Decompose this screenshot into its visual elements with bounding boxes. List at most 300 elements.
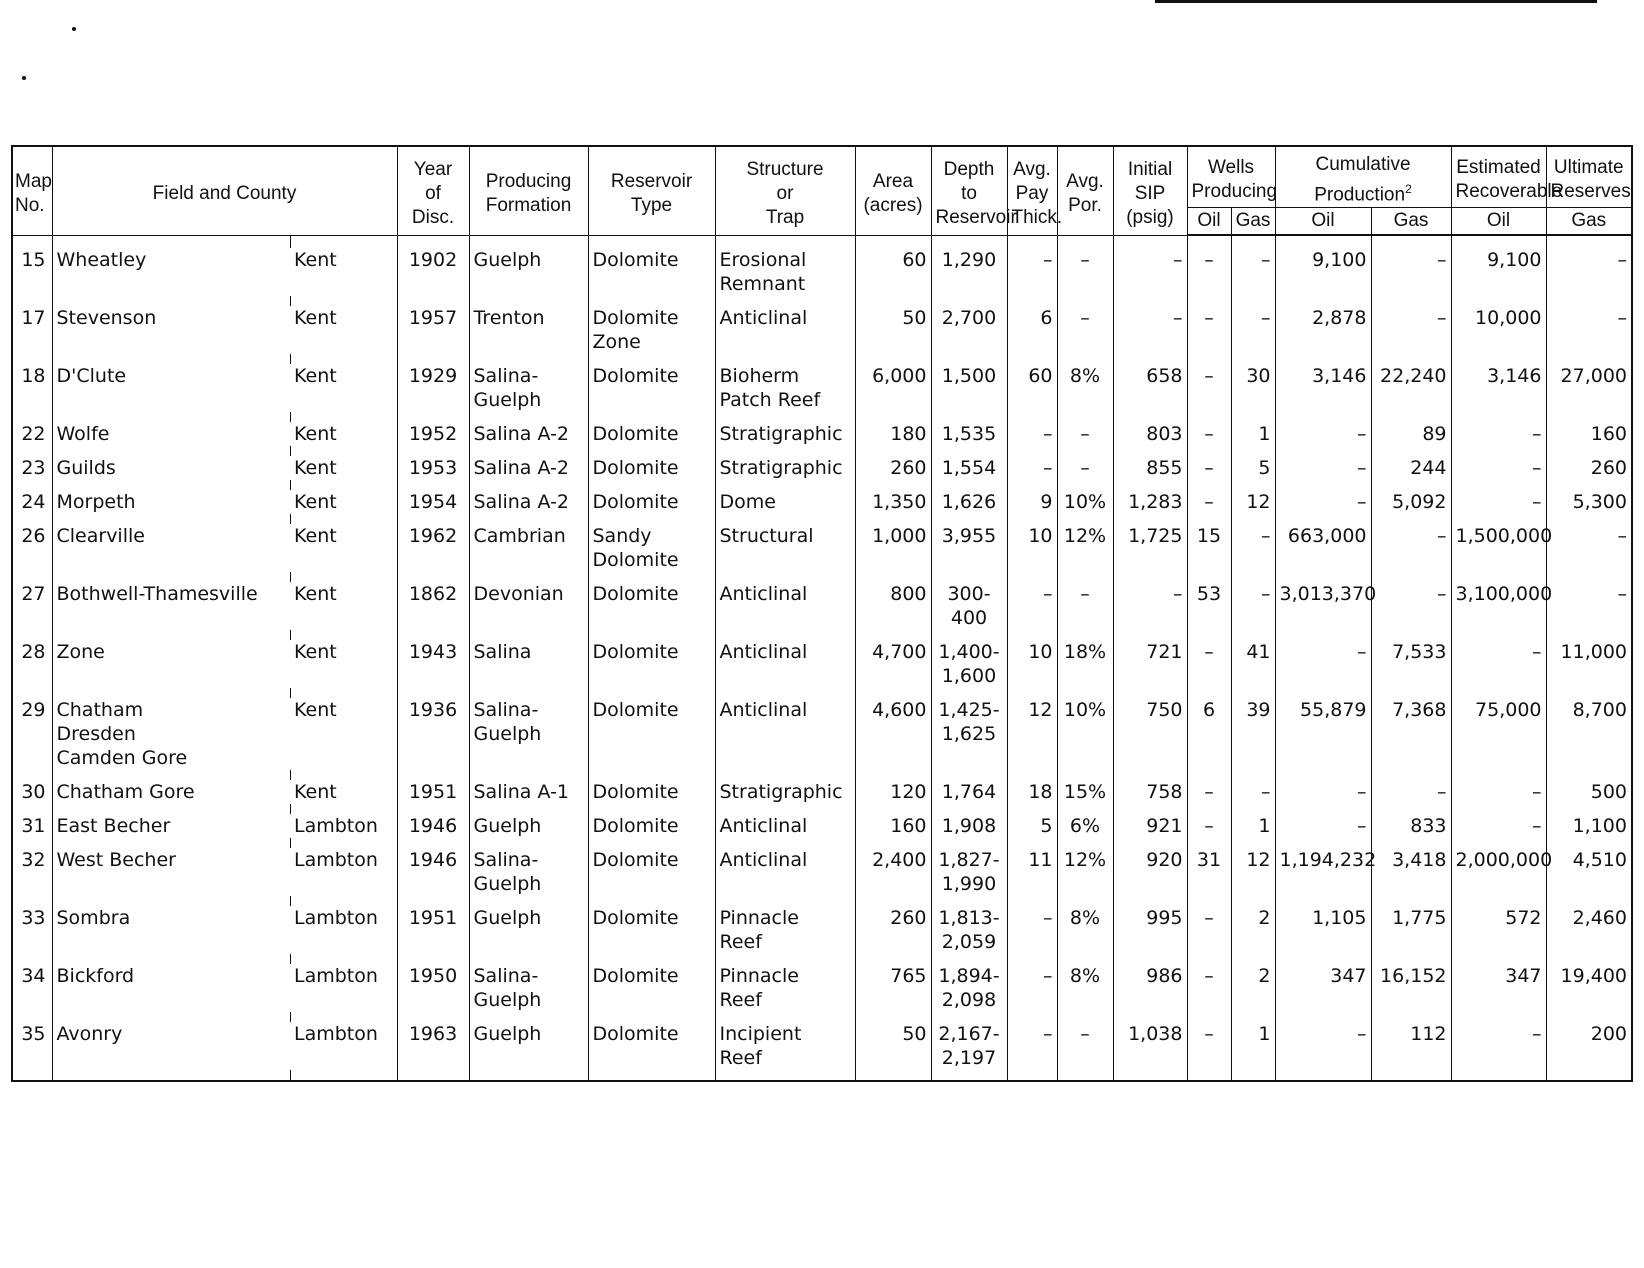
- gap-cell: [469, 446, 588, 456]
- gap-cell: [1451, 770, 1546, 780]
- sip-cell: 995: [1113, 906, 1187, 954]
- gap-cell: [1231, 954, 1275, 964]
- cum-gas-cell: 5,092: [1371, 490, 1451, 514]
- gap-cell: [715, 896, 855, 906]
- gap-cell: [1371, 1012, 1451, 1022]
- cell-line: Salina-: [473, 965, 539, 988]
- depth-cell: [931, 964, 1007, 1012]
- gap-cell: [1231, 446, 1275, 456]
- est-oil-cell: –: [1451, 422, 1546, 446]
- county-cell: Kent: [290, 490, 397, 514]
- porosity-cell: 8%: [1057, 964, 1113, 1012]
- gap-cell: [290, 630, 397, 640]
- header-text: No.: [15, 194, 45, 216]
- reservoir-type-cell: Dolomite: [588, 364, 715, 412]
- formation-cell: Salina A-1: [469, 780, 588, 804]
- gap-cell: [1451, 838, 1546, 848]
- cum-gas-cell: –: [1371, 524, 1451, 572]
- formation-cell: [469, 848, 588, 896]
- formation-cell: Trenton: [469, 306, 588, 354]
- wells-gas-cell: –: [1231, 582, 1275, 630]
- gap-cell: [1057, 896, 1113, 906]
- table-row: [12, 422, 1632, 446]
- gap-cell: [1007, 896, 1057, 906]
- pay-thickness-cell: 12: [1007, 698, 1057, 770]
- county-cell: Kent: [290, 422, 397, 446]
- pay-thickness-cell: 11: [1007, 848, 1057, 896]
- area-cell: 60: [855, 248, 931, 296]
- cum-oil-cell: –: [1275, 422, 1371, 446]
- ult-gas-cell: 27,000: [1546, 364, 1632, 412]
- gap-cell: [290, 412, 397, 422]
- gap-cell: [1546, 1012, 1632, 1022]
- wells-gas-cell: –: [1231, 306, 1275, 354]
- gap-cell: [715, 354, 855, 364]
- header-cumulative: [1275, 146, 1451, 208]
- map-no-cell: 15: [12, 248, 52, 296]
- gap-cell: [1057, 770, 1113, 780]
- cell-line: 1,894-: [938, 965, 1000, 988]
- gap-cell: [1057, 572, 1113, 582]
- gap-cell: [1371, 514, 1451, 524]
- field-name-cell: D'Clute: [52, 364, 290, 412]
- gap-cell: [469, 770, 588, 780]
- cell-line: Dresden: [56, 723, 136, 746]
- gap-cell: [1231, 412, 1275, 422]
- area-cell: 765: [855, 964, 931, 1012]
- county-cell: Kent: [290, 524, 397, 572]
- area-cell: 1,000: [855, 524, 931, 572]
- gap-cell: [931, 770, 1007, 780]
- gap-cell: [469, 954, 588, 964]
- wells-gas-cell: 39: [1231, 698, 1275, 770]
- gap-cell: [1371, 572, 1451, 582]
- porosity-cell: 12%: [1057, 524, 1113, 572]
- map-no-cell: 17: [12, 306, 52, 354]
- pay-thickness-cell: 5: [1007, 814, 1057, 838]
- header-area: [855, 146, 931, 235]
- gap-cell: [1451, 804, 1546, 814]
- formation-cell: Devonian: [469, 582, 588, 630]
- cell-line: Incipient: [719, 1023, 802, 1046]
- formation-cell: Salina: [469, 640, 588, 688]
- gap-cell: [397, 446, 469, 456]
- gap-cell: [1451, 896, 1546, 906]
- gap-cell: [855, 630, 931, 640]
- est-oil-cell: 3,100,000: [1451, 582, 1546, 630]
- table-row: [12, 814, 1632, 838]
- field-name-cell: Stevenson: [52, 306, 290, 354]
- reservoir-type-cell: [588, 306, 715, 354]
- table-row: [12, 248, 1632, 296]
- cum-gas-cell: 244: [1371, 456, 1451, 480]
- year-cell: 1953: [397, 456, 469, 480]
- gap-cell: [855, 480, 931, 490]
- gap-cell: [397, 804, 469, 814]
- county-cell: Kent: [290, 698, 397, 770]
- gap-cell: [588, 688, 715, 698]
- gap-cell: [1007, 630, 1057, 640]
- table-container: [11, 145, 1633, 1082]
- pay-thickness-cell: –: [1007, 248, 1057, 296]
- county-cell: Kent: [290, 780, 397, 804]
- map-no-cell: 30: [12, 780, 52, 804]
- ult-gas-cell: 200: [1546, 1022, 1632, 1070]
- area-cell: 180: [855, 422, 931, 446]
- gap-cell: [1371, 480, 1451, 490]
- cell-line: Camden Gore: [56, 747, 188, 770]
- pay-thickness-cell: –: [1007, 582, 1057, 630]
- cell-line: Dolomite: [592, 549, 679, 572]
- gap-cell: [12, 412, 52, 422]
- spacer-cell: [1546, 235, 1632, 248]
- area-cell: 4,600: [855, 698, 931, 770]
- gap-cell: [1057, 480, 1113, 490]
- pay-thickness-cell: –: [1007, 1022, 1057, 1070]
- porosity-cell: 18%: [1057, 640, 1113, 688]
- gap-cell: [12, 296, 52, 306]
- gap-cell: [1113, 1070, 1187, 1081]
- wells-gas-cell: –: [1231, 524, 1275, 572]
- wells-gas-cell: 12: [1231, 848, 1275, 896]
- porosity-cell: –: [1057, 248, 1113, 296]
- gap-cell: [855, 572, 931, 582]
- county-cell: Lambton: [290, 964, 397, 1012]
- gap-cell: [1546, 896, 1632, 906]
- gap-cell: [855, 296, 931, 306]
- header-year: [397, 146, 469, 235]
- porosity-cell: –: [1057, 306, 1113, 354]
- header-text: Pay: [1015, 182, 1049, 204]
- gap-cell: [1275, 804, 1371, 814]
- header-text: Recoverable: [1455, 181, 1563, 203]
- table-row: [12, 306, 1632, 354]
- gap-cell: [1057, 1070, 1113, 1081]
- gap-cell: [397, 514, 469, 524]
- gap-cell: [931, 1012, 1007, 1022]
- gap-cell: [1187, 838, 1231, 848]
- gap-cell: [1231, 572, 1275, 582]
- gap-cell: [469, 896, 588, 906]
- gap-cell: [12, 770, 52, 780]
- wells-gas-cell: 41: [1231, 640, 1275, 688]
- gap-cell: [1113, 514, 1187, 524]
- gap-cell: [12, 688, 52, 698]
- gap-cell: [931, 514, 1007, 524]
- field-name-cell: Bickford: [52, 964, 290, 1012]
- gap-cell: [1451, 630, 1546, 640]
- depth-cell: [931, 1022, 1007, 1070]
- wells-gas-cell: 1: [1231, 814, 1275, 838]
- gap-cell: [931, 446, 1007, 456]
- gap-cell: [1057, 838, 1113, 848]
- header-text: Year: [413, 158, 453, 180]
- gap-cell: [1231, 804, 1275, 814]
- est-oil-cell: 347: [1451, 964, 1546, 1012]
- gap-cell: [290, 1012, 397, 1022]
- wells-gas-cell: 2: [1231, 906, 1275, 954]
- gap-cell: [397, 954, 469, 964]
- gap-cell: [1546, 630, 1632, 640]
- depth-cell: 3,955: [931, 524, 1007, 572]
- gap-cell: [1113, 954, 1187, 964]
- porosity-cell: 8%: [1057, 364, 1113, 412]
- cell-line: Salina-: [473, 849, 539, 872]
- cell-line: 1,990: [941, 873, 997, 896]
- year-cell: 1951: [397, 906, 469, 954]
- gap-cell: [588, 354, 715, 364]
- gap-cell: [1007, 1070, 1057, 1081]
- spacer-cell: [12, 235, 52, 248]
- gap-cell: [1113, 296, 1187, 306]
- gap-cell: [1007, 572, 1057, 582]
- county-cell: Kent: [290, 248, 397, 296]
- header-text: Reservoir: [935, 206, 1017, 228]
- porosity-cell: –: [1057, 422, 1113, 446]
- cum-gas-cell: 7,368: [1371, 698, 1451, 770]
- cell-line: Reef: [719, 989, 762, 1012]
- wells-gas-cell: 1: [1231, 422, 1275, 446]
- year-cell: 1946: [397, 814, 469, 838]
- gap-cell: [1371, 1070, 1451, 1081]
- gap-cell: [397, 838, 469, 848]
- year-cell: 1950: [397, 964, 469, 1012]
- area-cell: 50: [855, 306, 931, 354]
- depth-cell: 1,535: [931, 422, 1007, 446]
- row-gap: [12, 354, 1632, 364]
- gap-cell: [1371, 804, 1451, 814]
- row-gap: [12, 446, 1632, 456]
- pay-thickness-cell: –: [1007, 964, 1057, 1012]
- reservoir-type-cell: Dolomite: [588, 698, 715, 770]
- cell-line: 1,625: [941, 723, 997, 746]
- gap-cell: [1057, 630, 1113, 640]
- area-cell: 160: [855, 814, 931, 838]
- gap-cell: [1546, 514, 1632, 524]
- reservoir-type-cell: Dolomite: [588, 422, 715, 446]
- header-text: Trap: [765, 206, 805, 228]
- spacer-cell: [1007, 235, 1057, 248]
- gap-cell: [1371, 296, 1451, 306]
- gap-cell: [1546, 1070, 1632, 1081]
- year-cell: 1946: [397, 848, 469, 896]
- gap-cell: [52, 630, 290, 640]
- structure-cell: Anticlinal: [715, 848, 855, 896]
- gap-cell: [1113, 838, 1187, 848]
- cell-line: Salina-: [473, 365, 539, 388]
- row-gap: [12, 770, 1632, 780]
- gap-cell: [931, 954, 1007, 964]
- row-gap: [12, 296, 1632, 306]
- cum-gas-cell: 22,240: [1371, 364, 1451, 412]
- map-no-cell: 23: [12, 456, 52, 480]
- header-text: or: [776, 182, 794, 204]
- header-pay: [1007, 146, 1063, 235]
- est-oil-cell: –: [1451, 456, 1546, 480]
- ult-gas-cell: 8,700: [1546, 698, 1632, 770]
- gap-cell: [52, 296, 290, 306]
- gap-cell: [1275, 770, 1371, 780]
- porosity-cell: –: [1057, 456, 1113, 480]
- cum-oil-cell: –: [1275, 780, 1371, 804]
- gap-cell: [931, 572, 1007, 582]
- cum-oil-cell: 1,105: [1275, 906, 1371, 954]
- formation-cell: Guelph: [469, 248, 588, 296]
- field-name-cell: Morpeth: [52, 490, 290, 514]
- spacer-row: [12, 235, 1632, 248]
- gap-cell: [588, 896, 715, 906]
- header-text: Formation: [485, 194, 572, 216]
- gap-cell: [715, 954, 855, 964]
- cell-line: Reef: [719, 1047, 762, 1070]
- header-text: Reservoir: [610, 170, 693, 192]
- gap-cell: [1113, 804, 1187, 814]
- gap-cell: [1275, 1012, 1371, 1022]
- cum-gas-cell: 7,533: [1371, 640, 1451, 688]
- reservoir-type-cell: Dolomite: [588, 248, 715, 296]
- gap-cell: [12, 514, 52, 524]
- gap-cell: [1451, 954, 1546, 964]
- depth-cell: 1,554: [931, 456, 1007, 480]
- gap-cell: [1113, 354, 1187, 364]
- gap-cell: [12, 896, 52, 906]
- header-wells-gas: Gas: [1231, 208, 1275, 236]
- cum-gas-cell: 1,775: [1371, 906, 1451, 954]
- gap-cell: [931, 354, 1007, 364]
- header-estimated: [1451, 146, 1563, 208]
- gap-cell: [1371, 896, 1451, 906]
- structure-cell: Dome: [715, 490, 855, 514]
- gap-cell: [1546, 804, 1632, 814]
- ult-gas-cell: 500: [1546, 780, 1632, 804]
- reservoir-type-cell: Dolomite: [588, 906, 715, 954]
- cell-line: Salina-: [473, 699, 539, 722]
- gap-cell: [1231, 838, 1275, 848]
- year-cell: 1862: [397, 582, 469, 630]
- wells-gas-cell: –: [1231, 780, 1275, 804]
- wells-gas-cell: 2: [1231, 964, 1275, 1012]
- gap-cell: [1113, 630, 1187, 640]
- gap-cell: [1275, 412, 1371, 422]
- county-cell: Kent: [290, 306, 397, 354]
- year-cell: 1954: [397, 490, 469, 514]
- gap-cell: [52, 804, 290, 814]
- est-oil-cell: –: [1451, 780, 1546, 804]
- cell-line: 1,813-: [938, 907, 1000, 930]
- cum-oil-cell: –: [1275, 814, 1371, 838]
- gap-cell: [469, 1012, 588, 1022]
- gap-cell: [1451, 572, 1546, 582]
- table-row: [12, 1022, 1632, 1070]
- gap-cell: [1546, 412, 1632, 422]
- depth-cell: [931, 698, 1007, 770]
- field-name-cell: Wheatley: [52, 248, 290, 296]
- depth-cell: 1,290: [931, 248, 1007, 296]
- gap-cell: [397, 354, 469, 364]
- map-no-cell: 27: [12, 582, 52, 630]
- area-cell: 2,400: [855, 848, 931, 896]
- gap-cell: [1231, 1012, 1275, 1022]
- spacer-cell: [855, 235, 931, 248]
- wells-oil-cell: –: [1187, 780, 1231, 804]
- reservoir-type-cell: Dolomite: [588, 490, 715, 514]
- gap-cell: [1007, 354, 1057, 364]
- gap-cell: [12, 446, 52, 456]
- gap-cell: [588, 296, 715, 306]
- gap-cell: [588, 412, 715, 422]
- gap-cell: [1007, 1012, 1057, 1022]
- gap-cell: [1187, 954, 1231, 964]
- est-oil-cell: 2,000,000: [1451, 848, 1546, 896]
- gap-cell: [715, 514, 855, 524]
- header-field-county: Field and County: [52, 146, 397, 235]
- ult-gas-cell: 19,400: [1546, 964, 1632, 1012]
- formation-cell: Salina A-2: [469, 490, 588, 514]
- header-cum-gas: Gas: [1371, 208, 1451, 236]
- field-name-cell: Clearville: [52, 524, 290, 572]
- formation-cell: Salina A-2: [469, 456, 588, 480]
- reservoir-type-cell: [588, 524, 715, 572]
- gap-cell: [1057, 296, 1113, 306]
- pay-thickness-cell: 18: [1007, 780, 1057, 804]
- footnote-marker: 2: [1405, 182, 1412, 196]
- gap-cell: [931, 480, 1007, 490]
- table-row: [12, 698, 1632, 770]
- est-oil-cell: 572: [1451, 906, 1546, 954]
- gap-cell: [1275, 954, 1371, 964]
- sip-cell: –: [1113, 582, 1187, 630]
- header-text: to: [961, 182, 977, 204]
- gap-cell: [1187, 572, 1231, 582]
- gap-cell: [715, 770, 855, 780]
- porosity-cell: 6%: [1057, 814, 1113, 838]
- reservoir-type-cell: Dolomite: [588, 1022, 715, 1070]
- gap-cell: [931, 804, 1007, 814]
- wells-oil-cell: –: [1187, 364, 1231, 412]
- wells-oil-cell: –: [1187, 422, 1231, 446]
- wells-gas-cell: 5: [1231, 456, 1275, 480]
- gap-cell: [397, 688, 469, 698]
- gap-cell: [469, 514, 588, 524]
- gap-cell: [1187, 630, 1231, 640]
- gap-cell: [931, 1070, 1007, 1081]
- spacer-cell: [1187, 235, 1231, 248]
- gap-cell: [1546, 838, 1632, 848]
- gap-cell: [290, 514, 397, 524]
- cell-line: 1,400-: [938, 641, 1000, 664]
- field-name-cell: Avonry: [52, 1022, 290, 1070]
- cell-line: Guelph: [473, 989, 542, 1012]
- gap-cell: [290, 770, 397, 780]
- cell-line: Guelph: [473, 389, 542, 412]
- gap-cell: [1275, 514, 1371, 524]
- year-cell: 1929: [397, 364, 469, 412]
- gap-cell: [715, 412, 855, 422]
- gap-cell: [855, 838, 931, 848]
- gap-cell: [715, 446, 855, 456]
- cell-line: Guelph: [473, 873, 542, 896]
- row-gap: [12, 630, 1632, 640]
- spacer-cell: [1275, 235, 1371, 248]
- gap-cell: [855, 412, 931, 422]
- cell-line: Bioherm: [719, 365, 800, 388]
- gap-cell: [1187, 412, 1231, 422]
- gap-cell: [1451, 514, 1546, 524]
- depth-cell: [931, 640, 1007, 688]
- area-cell: 120: [855, 780, 931, 804]
- gap-cell: [1231, 1070, 1275, 1081]
- formation-cell: Salina A-2: [469, 422, 588, 446]
